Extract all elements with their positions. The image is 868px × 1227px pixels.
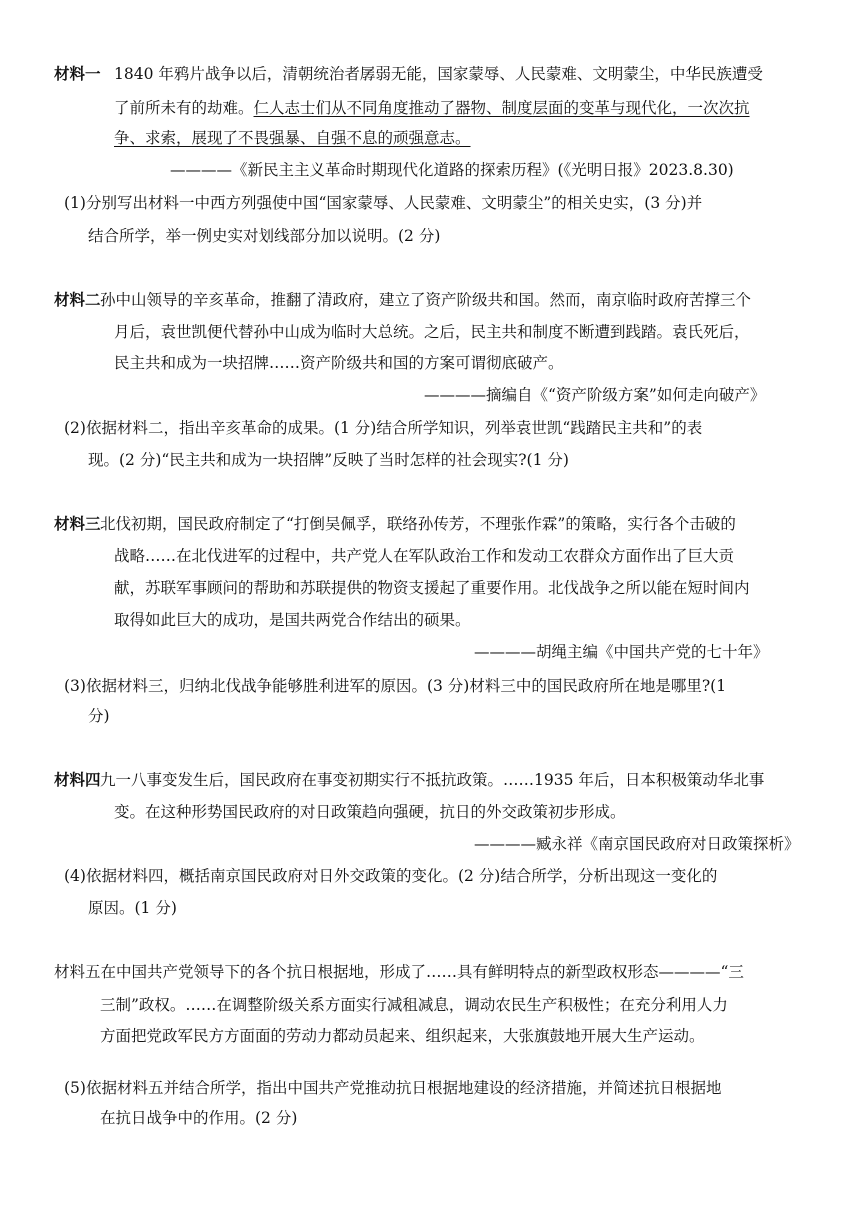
material-1-underlined-sentence-a: 仁人志士们从不同角度推动了器物、制度层面的变革与现代化，一次次抗 [253,99,750,117]
material-3-label: 材料三 [54,514,101,533]
material-1-source: ————《新民主主义革命时期现代化道路的探索历程》(《光明日报》2023.8.30) [170,161,734,179]
question-1-line-1: (1)分别写出材料一中西方列强使中国“国家蒙辱、人民蒙难、文明蒙尘”的相关史实，(3 分)并 [64,194,703,212]
material-2-label: 材料二 [54,290,101,309]
question-5-line-2: 在抗日战争中的作用。(2 分) [100,1109,298,1127]
material-4-source: ————臧永祥《南京国民政府对日政策探析》 [474,835,800,853]
material-5-line-3: 方面把党政军民方方面面的劳动力都动员起来、组织起来，大张旗鼓地开展大生产运动。 [100,1027,705,1045]
material-1-label: 材料一 [54,64,101,83]
question-5-line-1: (5)依据材料五并结合所学，指出中国共产党推动抗日根据地建设的经济措施，并简述抗日根据地 [64,1079,722,1097]
question-2-line-2: 现。(2 分)“民主共和成为一块招牌”反映了当时怎样的社会现实?(1 分) [88,451,569,469]
material-3-line-1: 北伐初期，国民政府制定了“打倒吴佩孚，联络孙传芳，不理张作霖”的策略，实行各个击破的 [100,515,736,533]
question-2-line-1: (2)依据材料二，指出辛亥革命的成果。(1 分)结合所学知识，列举袁世凯“践踏民主共和”的表 [64,419,703,437]
material-1-line-2a: 了前所未有的劫难。 [114,99,254,117]
material-3-line-4: 取得如此巨大的成功，是国共两党合作结出的硕果。 [114,611,471,629]
material-3-line-3: 献，苏联军事顾问的帮助和苏联提供的物资支援起了重要作用。北伐战争之所以能在短时间内 [114,579,750,597]
question-4-line-2: 原因。(1 分) [88,899,177,917]
material-1-line-1: 1840 年鸦片战争以后，清朝统治者孱弱无能，国家蒙辱、人民蒙难、文明蒙尘，中华民族遭受 [114,65,763,83]
material-2-source: ————摘编自《“资产阶级方案”如何走向破产》 [424,386,766,404]
material-5-line-2: 三制”政权。……在调整阶级关系方面实行减租减息，调动农民生产积极性；在充分利用人力 [100,996,728,1014]
material-3-source: ————胡绳主编《中国共产党的七十年》 [474,643,769,661]
question-4-line-1: (4)依据材料四，概括南京国民政府对日外交政策的变化。(2 分)结合所学，分析出现这一变化的 [64,867,718,885]
material-4-line-1: 九一八事变发生后，国民政府在事变初期实行不抵抗政策。……1935 年后，日本积极策动华北事 [100,771,765,789]
material-4-label: 材料四 [54,770,101,789]
material-3-line-2: 战略……在北伐进军的过程中，共产党人在军队政治工作和发动工农群众方面作出了巨大贡 [114,547,735,565]
material-1-underlined-sentence-b: 争、求索，展现了不畏强暴、自强不息的顽强意志。 [114,129,471,147]
material-1-line-2 [114,98,750,118]
material-4-line-2: 变。在这种形势国民政府的对日政策趋向强硬，抗日的外交政策初步形成。 [114,803,626,821]
material-2-line-1: 孙中山领导的辛亥革命，推翻了清政府，建立了资产阶级共和国。然而，南京临时政府苦撑三个 [100,291,752,309]
material-2-line-2: 月后，袁世凯便代替孙中山成为临时大总统。之后，民主共和制度不断遭到践踏。袁氏死后， [114,323,750,341]
question-1-line-2: 结合所学，举一例史实对划线部分加以说明。(2 分) [88,227,441,245]
question-3-line-1: (3)依据材料三，归纳北伐战争能够胜利进军的原因。(3 分)材料三中的国民政府所在地是哪里?(1 [64,677,727,695]
material-2-line-3: 民主共和成为一块招牌……资产阶级共和国的方案可谓彻底破产。 [114,354,564,372]
material-5-line-1: 材料五在中国共产党领导下的各个抗日根据地，形成了……具有鲜明特点的新型政权形态————“三 [54,963,744,981]
question-3-line-2: 分) [88,707,110,725]
